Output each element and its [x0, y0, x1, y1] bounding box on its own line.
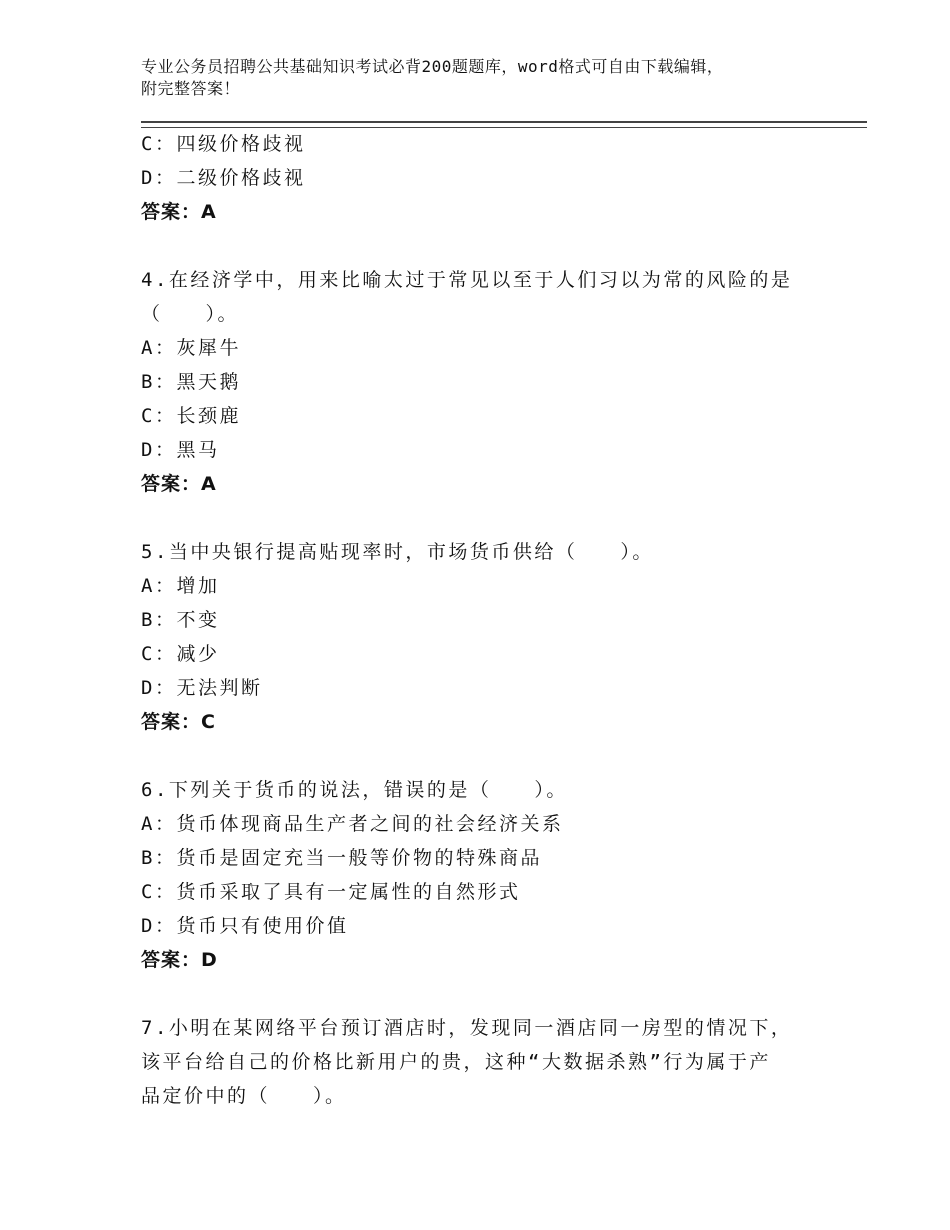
- question-7: [141, 1011, 841, 1113]
- option-d: D：二级价格歧视: [141, 167, 306, 189]
- option-c: C：货币采取了具有一定属性的自然形式: [141, 881, 521, 903]
- question-content: [141, 127, 841, 1113]
- spacer: [141, 977, 841, 1011]
- answer-label: 答案：A: [141, 473, 217, 495]
- question-stem-cont: 该平台给自己的价格比新用户的贵，这种“大数据杀熟”行为属于产: [141, 1051, 771, 1073]
- option-a: A：货币体现商品生产者之间的社会经济关系: [141, 813, 564, 835]
- answer-label: 答案：C: [141, 711, 216, 733]
- option-a: A：增加: [141, 575, 220, 597]
- question-3: [141, 127, 841, 229]
- question-stem: 7.小明在某网络平台预订酒店时，发现同一酒店同一房型的情况下，: [141, 1017, 793, 1039]
- option-d: D：黑马: [141, 439, 220, 461]
- question-stem: 6.下列关于货币的说法，错误的是（ ）。: [141, 779, 568, 801]
- answer-label: 答案：D: [141, 949, 218, 971]
- question-5: [141, 535, 841, 739]
- question-stem-cont: 品定价中的（ ）。: [141, 1085, 347, 1107]
- option-c: C：长颈鹿: [141, 405, 241, 427]
- question-4: [141, 263, 841, 501]
- header-line-2: 附完整答案！: [141, 79, 241, 98]
- option-d: D：无法判断: [141, 677, 263, 699]
- question-stem: 5.当中央银行提高贴现率时，市场货币供给（ ）。: [141, 541, 654, 563]
- question-stem-cont: （ ）。: [141, 303, 240, 325]
- option-b: B：黑天鹅: [141, 371, 241, 393]
- answer-label: 答案：A: [141, 201, 217, 223]
- option-b: B：不变: [141, 609, 220, 631]
- question-6: [141, 773, 841, 977]
- option-b: B：货币是固定充当一般等价物的特殊商品: [141, 847, 542, 869]
- option-c: C：减少: [141, 643, 220, 665]
- page-header: [141, 56, 841, 100]
- spacer: [141, 229, 841, 263]
- header-line-1: 专业公务员招聘公共基础知识考试必背200题题库，word格式可自由下载编辑，: [141, 57, 724, 76]
- option-c: C：四级价格歧视: [141, 133, 306, 155]
- spacer: [141, 501, 841, 535]
- spacer: [141, 739, 841, 773]
- question-stem: 4.在经济学中，用来比喻太过于常见以至于人们习以为常的风险的是: [141, 269, 793, 291]
- option-d: D：货币只有使用价值: [141, 915, 349, 937]
- option-a: A：灰犀牛: [141, 337, 241, 359]
